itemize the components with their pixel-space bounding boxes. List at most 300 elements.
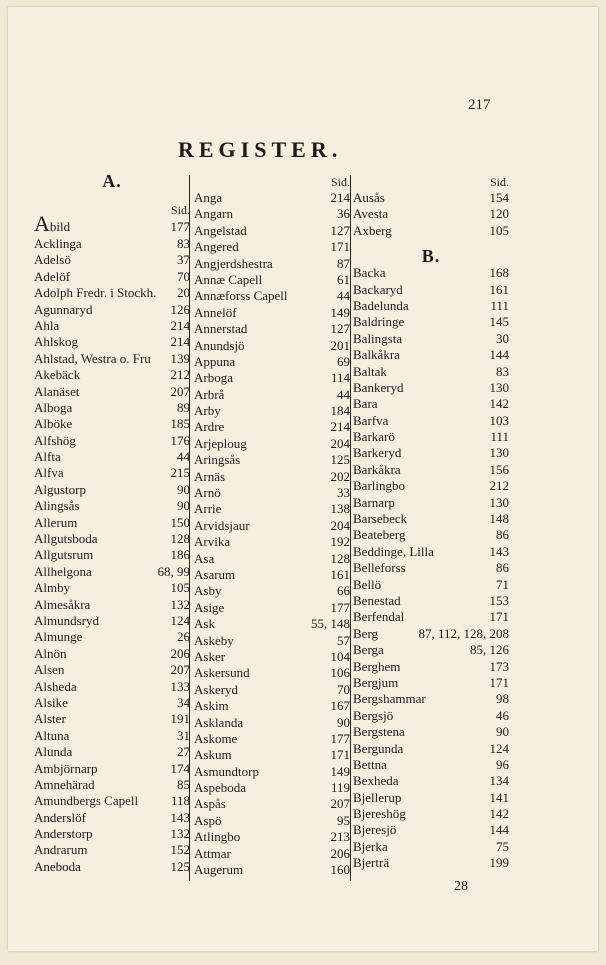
entry-name: Ahla <box>34 317 60 333</box>
entry-page: 174 <box>170 760 190 776</box>
section-letter-b: B. <box>421 246 441 267</box>
entry-page: 141 <box>489 789 509 805</box>
entry-name: Asige <box>194 599 225 615</box>
index-entry <box>194 403 350 419</box>
entry-page: 105 <box>489 222 509 238</box>
index-entry <box>194 616 350 632</box>
entry-name: Askum <box>194 747 232 763</box>
page-title: REGISTER. <box>178 137 343 162</box>
entry-name: Akebäck <box>34 367 81 383</box>
entry-page: 176 <box>170 432 190 448</box>
index-entry <box>34 564 190 580</box>
index-entry <box>194 649 350 665</box>
index-entry <box>353 298 509 314</box>
entry-page: 134 <box>489 773 509 789</box>
entry-page: 114 <box>330 370 350 386</box>
entry-name: Avesta <box>353 206 389 222</box>
entry-name: Bara <box>353 396 378 412</box>
entry-page: 57 <box>337 632 350 648</box>
index-entry <box>194 370 350 386</box>
index-entry <box>194 813 350 829</box>
section-letter-a: A. <box>102 171 122 191</box>
entry-page: 154 <box>489 190 509 205</box>
entry-name: Arvika <box>194 534 231 550</box>
entry-name: Barsebeck <box>353 511 408 527</box>
index-entry <box>194 747 350 763</box>
entry-page: 31 <box>177 727 190 743</box>
entry-name: Asa <box>194 550 215 566</box>
index-entry <box>194 600 350 616</box>
entry-name: Asmundtorp <box>194 763 259 779</box>
entry-page: 132 <box>170 826 190 842</box>
index-entry <box>34 252 190 268</box>
entry-page: 206 <box>170 645 190 661</box>
entry-name: Alfta <box>34 449 61 465</box>
entry-page: 90 <box>177 498 190 514</box>
entry-page: 148 <box>489 511 509 527</box>
index-entry <box>194 305 350 321</box>
entry-name: Bergshammar <box>353 691 426 707</box>
entry-name: Arnäs <box>194 468 226 484</box>
entry-list <box>353 190 509 239</box>
entry-page: 207 <box>170 662 190 678</box>
entry-page: 207 <box>330 796 350 812</box>
index-entry <box>34 728 190 744</box>
entry-page: 71 <box>496 576 509 592</box>
entry-name: Asklanda <box>194 714 244 730</box>
index-entry <box>194 534 350 550</box>
index-entry <box>34 384 190 400</box>
entry-name: Annelöf <box>194 304 237 320</box>
index-entry <box>194 518 350 534</box>
entry-name: Aneboda <box>34 858 81 874</box>
entry-name: Barkeryd <box>353 445 402 461</box>
index-entry <box>353 347 509 363</box>
entry-name: Alfshög <box>34 432 76 448</box>
entry-page: 37 <box>177 252 190 268</box>
entry-name: Agunnaryd <box>34 301 93 317</box>
entry-name: Augerum <box>194 862 244 878</box>
entry-name: Askeryd <box>194 681 239 697</box>
column-divider-2 <box>350 175 351 881</box>
index-entry <box>34 400 190 416</box>
entry-name: Bjellerup <box>353 789 402 805</box>
index-entry <box>34 433 190 449</box>
entry-name: Belleforss <box>353 560 406 576</box>
index-entry <box>34 662 190 678</box>
index-entry <box>34 761 190 777</box>
index-entry <box>353 757 509 773</box>
entry-name: Balingsta <box>353 330 403 346</box>
entry-page: 207 <box>170 383 190 399</box>
entry-name: Anga <box>194 190 223 205</box>
entry-name: Asby <box>194 583 222 599</box>
index-entry <box>194 846 350 862</box>
index-entry <box>194 551 350 567</box>
entry-name: Allhelgona <box>34 563 92 579</box>
entry-name: Alsike <box>34 694 68 710</box>
entry-page: 26 <box>177 629 190 645</box>
index-entry <box>34 826 190 842</box>
entry-name: Berga <box>353 642 384 658</box>
entry-page: 142 <box>489 806 509 822</box>
entry-name: Alunda <box>34 744 73 760</box>
entry-page: 145 <box>489 314 509 330</box>
entry-name: Arnö <box>194 485 221 501</box>
entry-page: 177 <box>170 219 190 234</box>
index-entry <box>353 609 509 625</box>
sid-label: Sid. <box>330 175 350 189</box>
entry-name: Bettna <box>353 756 387 772</box>
index-entry <box>353 527 509 543</box>
entry-page: 144 <box>489 347 509 363</box>
entry-name: Ask <box>194 616 215 632</box>
entry-page: 171 <box>330 747 350 763</box>
entry-page: 168 <box>489 265 509 281</box>
index-entry <box>353 495 509 511</box>
entry-page: 89 <box>177 399 190 415</box>
index-entry <box>34 695 190 711</box>
entry-page: 124 <box>489 740 509 756</box>
index-entry <box>353 741 509 757</box>
entry-name: Allerum <box>34 514 78 530</box>
index-entry <box>194 321 350 337</box>
entry-name: Berg <box>353 625 379 641</box>
entry-page: 90 <box>337 714 350 730</box>
index-column-2 <box>194 172 350 878</box>
entry-page: 202 <box>330 468 350 484</box>
index-entry <box>353 544 509 560</box>
entry-name: Ambjörnarp <box>34 760 98 776</box>
index-entry <box>194 272 350 288</box>
entry-name: Alsen <box>34 662 65 678</box>
index-entry <box>353 223 509 239</box>
index-entry <box>353 265 509 281</box>
entry-page: 87, 112, 128, 208 <box>418 625 509 641</box>
entry-name: Ausås <box>353 190 385 205</box>
index-entry <box>194 501 350 517</box>
entry-name: Algustorp <box>34 481 86 497</box>
index-entry <box>34 449 190 465</box>
index-entry <box>353 560 509 576</box>
entry-page: 55, 148 <box>311 616 350 632</box>
index-entry <box>194 223 350 239</box>
entry-page: 87 <box>337 255 350 271</box>
entry-page: 127 <box>330 222 350 238</box>
entry-page: 133 <box>170 678 190 694</box>
index-entry <box>353 577 509 593</box>
entry-name: Attmar <box>194 845 231 861</box>
entry-page: 213 <box>330 829 350 845</box>
entry-page: 160 <box>330 862 350 878</box>
entry-page: 96 <box>496 756 509 772</box>
entry-name: Badelunda <box>353 297 409 313</box>
index-entry <box>194 239 350 255</box>
index-entry <box>34 580 190 596</box>
entry-name: Alster <box>34 711 66 727</box>
entry-name: Amundbergs Capell <box>34 793 139 809</box>
index-entry <box>34 744 190 760</box>
entry-page: 125 <box>170 858 190 874</box>
index-entry <box>353 593 509 609</box>
index-entry <box>194 764 350 780</box>
entry-name: Angarn <box>194 206 233 222</box>
entry-page: 124 <box>170 612 190 628</box>
entry-list <box>194 190 350 878</box>
index-entry <box>194 633 350 649</box>
index-entry <box>194 682 350 698</box>
entry-page: 128 <box>330 550 350 566</box>
index-entry <box>34 367 190 383</box>
index-entry <box>194 485 350 501</box>
entry-name: Bjerträ <box>353 855 390 871</box>
entry-name: Almby <box>34 580 71 596</box>
index-entry <box>353 478 509 494</box>
entry-name: Acklinga <box>34 236 82 251</box>
entry-name: Baltak <box>353 363 387 379</box>
entry-name: Ardre <box>194 419 225 435</box>
index-entry <box>194 796 350 812</box>
index-column-1 <box>34 172 190 875</box>
entry-page: 167 <box>330 698 350 714</box>
entry-page: 127 <box>330 321 350 337</box>
entry-name: Almunge <box>34 629 83 645</box>
entry-name: Aspö <box>194 812 222 828</box>
entry-name: Beddinge, Lilla <box>353 543 434 559</box>
entry-name: Bjerka <box>353 838 388 854</box>
index-entry <box>34 351 190 367</box>
entry-page: 105 <box>170 580 190 596</box>
entry-page: 30 <box>496 330 509 346</box>
entry-page: 119 <box>330 780 350 796</box>
index-entry <box>353 855 509 871</box>
entry-name: Askome <box>194 730 238 746</box>
entry-name: Almesåkra <box>34 596 91 612</box>
entry-name: Almundsryd <box>34 612 99 628</box>
index-entry <box>353 839 509 855</box>
entry-name: Berghem <box>353 658 401 674</box>
entry-page: 83 <box>496 363 509 379</box>
index-entry <box>194 698 350 714</box>
entry-page: 44 <box>337 288 350 304</box>
index-entry <box>34 416 190 432</box>
index-entry <box>34 793 190 809</box>
entry-name: Barnarp <box>353 494 395 510</box>
index-entry <box>34 515 190 531</box>
index-entry <box>353 429 509 445</box>
index-entry <box>194 665 350 681</box>
entry-page: 149 <box>330 304 350 320</box>
entry-page: 126 <box>170 301 190 317</box>
index-entry <box>353 626 509 642</box>
entry-name: Barfva <box>353 412 389 428</box>
entry-page: 206 <box>330 845 350 861</box>
entry-page: 86 <box>496 527 509 543</box>
entry-page: 86 <box>496 560 509 576</box>
index-entry <box>34 212 190 236</box>
index-entry <box>353 642 509 658</box>
index-entry <box>353 773 509 789</box>
sid-label: Sid. <box>489 175 509 189</box>
entry-name: Aspeboda <box>194 780 246 796</box>
decorative-initial: A <box>34 211 50 236</box>
entry-name: Asker <box>194 648 226 664</box>
entry-page: 171 <box>489 609 509 625</box>
entry-name: Anderslöf <box>34 809 86 825</box>
entry-name: Bergjum <box>353 674 399 690</box>
entry-name: Barkarö <box>353 429 395 445</box>
index-entry <box>194 354 350 370</box>
entry-name: Arbrå <box>194 386 225 402</box>
entry-page: 120 <box>489 206 509 222</box>
entry-page: 132 <box>170 596 190 612</box>
entry-name: Allgutsboda <box>34 531 98 547</box>
entry-page: 212 <box>489 478 509 494</box>
entry-name: Backaryd <box>353 281 403 297</box>
entry-page: 173 <box>489 658 509 674</box>
index-entry <box>34 531 190 547</box>
index-entry <box>353 724 509 740</box>
entry-page: 46 <box>496 707 509 723</box>
index-entry <box>194 190 350 206</box>
entry-page: 156 <box>489 461 509 477</box>
entry-name: Axberg <box>353 222 392 238</box>
index-entry <box>34 711 190 727</box>
entry-name: Bellö <box>353 576 382 592</box>
entry-name: Anundsjö <box>194 337 245 353</box>
entry-page: 34 <box>177 694 190 710</box>
index-entry <box>34 236 190 252</box>
entry-page: 27 <box>177 744 190 760</box>
index-entry <box>34 269 190 285</box>
index-entry <box>353 708 509 724</box>
entry-name: Angered <box>194 239 239 255</box>
index-entry <box>34 318 190 334</box>
entry-name: Annerstad <box>194 321 248 337</box>
entry-page: 44 <box>177 449 190 465</box>
index-entry <box>194 387 350 403</box>
entry-page: 83 <box>177 236 190 251</box>
entry-page: 204 <box>330 435 350 451</box>
entry-page: 177 <box>330 730 350 746</box>
entry-page: 130 <box>489 379 509 395</box>
entry-name: Allgutsrum <box>34 547 94 563</box>
index-entry <box>353 413 509 429</box>
index-entry <box>34 285 190 301</box>
index-entry <box>34 613 190 629</box>
index-entry <box>353 190 509 206</box>
entry-name: Alingsås <box>34 498 80 514</box>
entry-page: 201 <box>330 337 350 353</box>
sid-label: Sid. <box>170 203 190 217</box>
entry-page: 33 <box>337 485 350 501</box>
index-column-3 <box>353 172 509 872</box>
index-entry <box>34 334 190 350</box>
entry-name: Amnehärad <box>34 776 95 792</box>
entry-page: 149 <box>330 763 350 779</box>
entry-page: 68, 99 <box>157 563 190 579</box>
index-entry <box>353 380 509 396</box>
entry-page: 153 <box>489 592 509 608</box>
index-entry <box>34 842 190 858</box>
entry-list <box>34 236 190 875</box>
entry-name: Askim <box>194 698 229 714</box>
index-entry <box>194 583 350 599</box>
entry-name: Alsheda <box>34 678 77 694</box>
index-entry <box>34 629 190 645</box>
entry-name: Bexheda <box>353 773 399 789</box>
entry-page: 36 <box>337 206 350 222</box>
entry-name: Asarum <box>194 566 236 582</box>
entry-name: Barlingbo <box>353 478 405 494</box>
entry-page: 214 <box>330 419 350 435</box>
entry-page: 214 <box>170 317 190 333</box>
entry-name: Arboga <box>194 370 233 386</box>
entry-page: 214 <box>330 190 350 205</box>
entry-page: 130 <box>489 445 509 461</box>
entry-page: 90 <box>496 724 509 740</box>
entry-page: 75 <box>496 838 509 854</box>
entry-name: Bergunda <box>353 740 404 756</box>
index-entry <box>34 777 190 793</box>
index-entry <box>194 567 350 583</box>
entry-page: 150 <box>170 514 190 530</box>
index-entry <box>194 436 350 452</box>
entry-name: Alfva <box>34 465 64 481</box>
entry-page: 111 <box>490 429 509 445</box>
index-entry <box>353 206 509 222</box>
entry-name: Altuna <box>34 727 70 743</box>
entry-name: Alanäset <box>34 383 80 399</box>
entry-name: Bjeresjö <box>353 822 397 838</box>
index-entry <box>194 256 350 272</box>
signature-mark: 28 <box>454 879 468 894</box>
index-entry <box>34 679 190 695</box>
index-entry <box>194 288 350 304</box>
index-entry <box>353 462 509 478</box>
entry-page: 199 <box>489 855 509 871</box>
entry-name: Annæ Capell <box>194 271 263 287</box>
entry-page: 130 <box>489 494 509 510</box>
entry-page: 103 <box>489 412 509 428</box>
entry-page: 171 <box>330 239 350 255</box>
entry-name: Baldringe <box>353 314 405 330</box>
entry-page: 215 <box>170 465 190 481</box>
entry-name: Arvidsjaur <box>194 517 250 533</box>
index-entry <box>34 302 190 318</box>
entry-page: 139 <box>170 350 190 366</box>
index-entry <box>34 646 190 662</box>
entry-name: Askeby <box>194 632 234 648</box>
entry-page: 66 <box>337 583 350 599</box>
index-entry <box>353 822 509 838</box>
entry-page: 184 <box>330 403 350 419</box>
entry-name: Appuna <box>194 353 236 369</box>
index-entry <box>34 465 190 481</box>
entry-page: 171 <box>489 674 509 690</box>
entry-page: 186 <box>170 547 190 563</box>
index-entry <box>353 659 509 675</box>
entry-name: Beateberg <box>353 527 406 543</box>
index-entry <box>194 731 350 747</box>
entry-name: Angjerdshestra <box>194 255 273 271</box>
entry-name: Adelöf <box>34 268 71 284</box>
entry-name: Adelsö <box>34 252 71 268</box>
index-entry <box>353 511 509 527</box>
entry-name: Bergstena <box>353 724 405 740</box>
index-entry <box>34 498 190 514</box>
entry-name: Balkåkra <box>353 347 400 363</box>
